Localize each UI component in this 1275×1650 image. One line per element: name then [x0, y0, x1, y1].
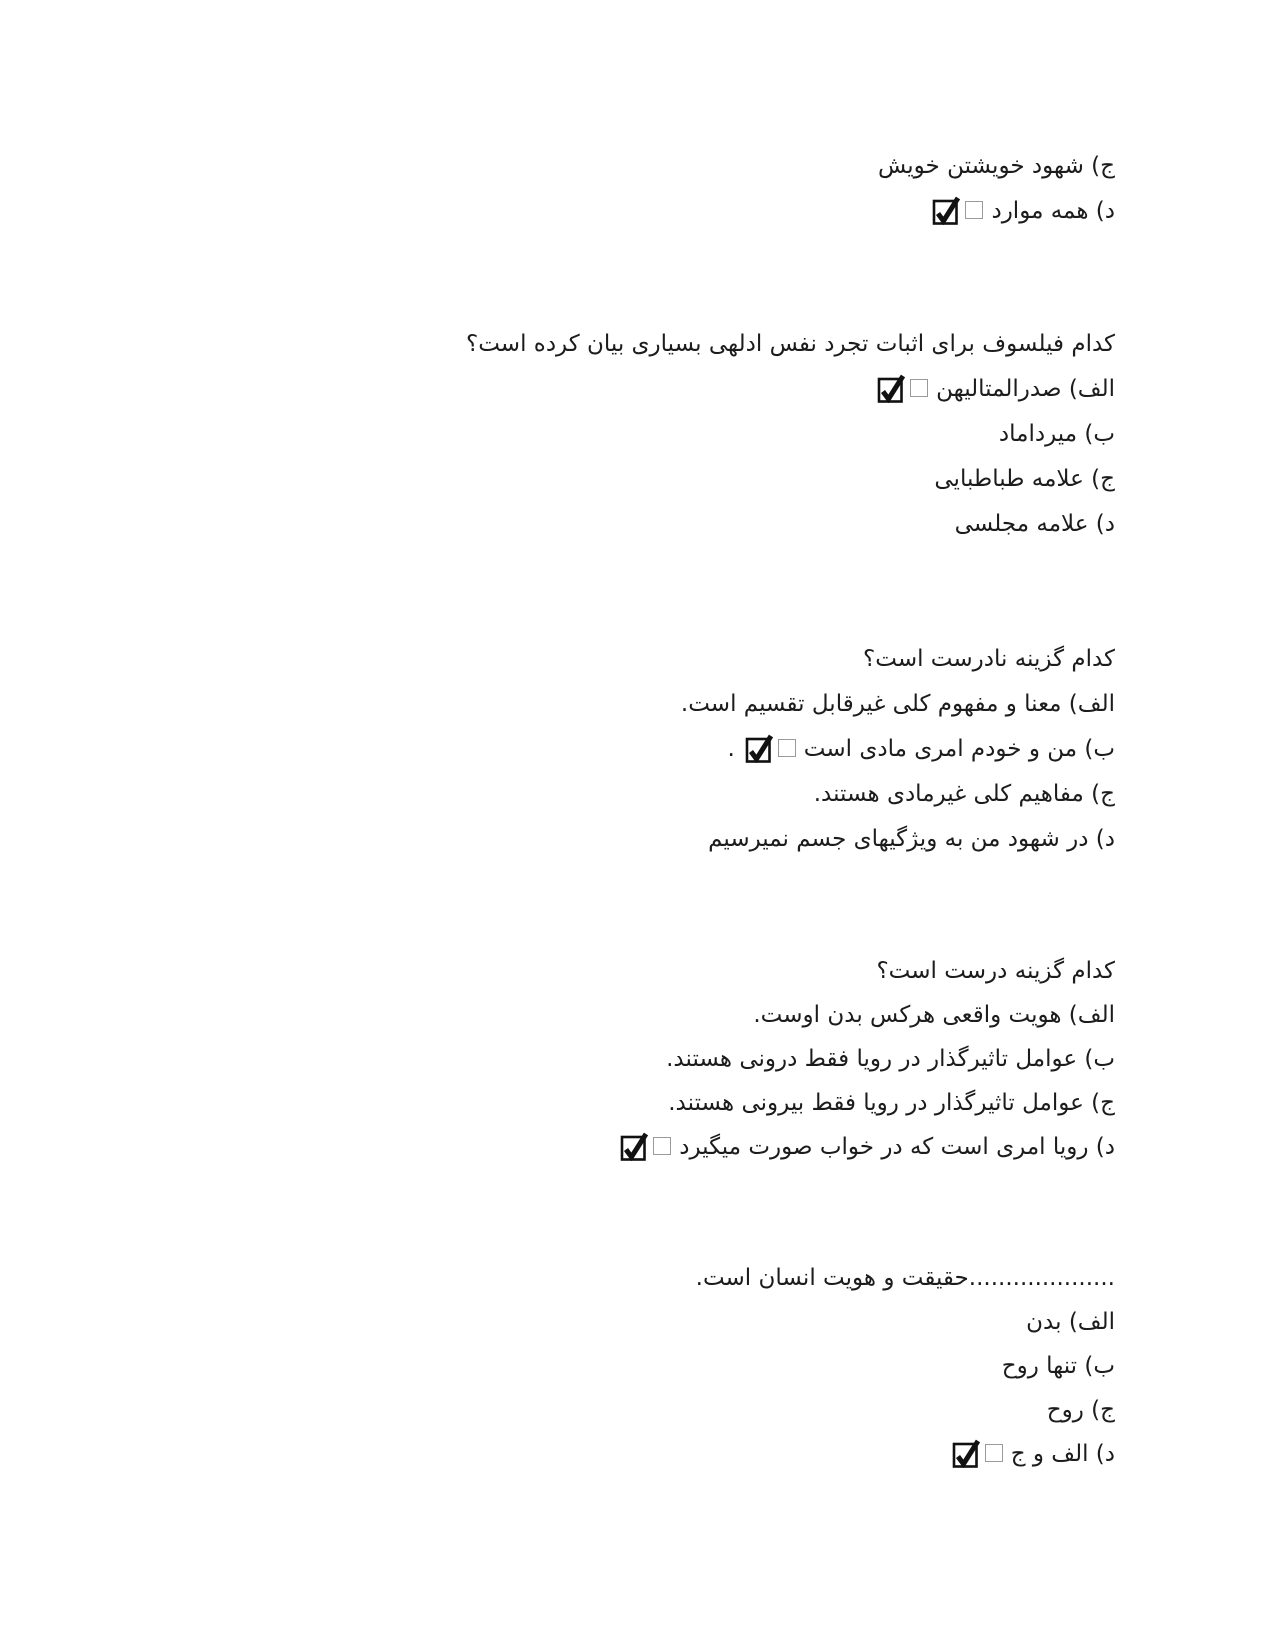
option-text: ب) عوامل تاثیرگذار در رویا فقط درونی هستند. — [666, 1046, 1115, 1072]
question-block — [60, 322, 1115, 547]
option-line — [60, 412, 1115, 457]
option-line — [60, 1432, 1115, 1476]
checkbox-checked-icon[interactable] — [952, 1438, 980, 1468]
option-line — [60, 1300, 1115, 1344]
checkbox-checked-icon[interactable] — [932, 195, 960, 225]
question-text: ....................حقیقت و هویت انسان است. — [695, 1265, 1115, 1291]
option-line — [60, 727, 1115, 772]
option-line — [60, 772, 1115, 817]
option-text: ج) علامه طباطبایی — [934, 466, 1115, 492]
question-block — [60, 637, 1115, 862]
checkbox-unchecked-icon[interactable] — [778, 739, 796, 757]
question-text-line — [60, 1256, 1115, 1300]
option-text: د) رویا امری است که در خواب صورت میگیرد — [679, 1134, 1115, 1160]
option-line — [60, 1125, 1115, 1169]
question-text: کدام فیلسوف برای اثبات تجرد نفس ادلهی بسیاری بیان کرده است؟ — [466, 331, 1115, 357]
option-text: د) علامه مجلسی — [954, 511, 1115, 537]
question-text-line — [60, 322, 1115, 367]
question-text-line — [60, 637, 1115, 682]
option-text: الف) صدرالمتالیهن — [936, 376, 1115, 402]
option-text: د) در شهود من به ویژگیهای جسم نمیرسیم — [708, 826, 1115, 852]
option-text: د) الف و ج — [1010, 1441, 1115, 1467]
checkbox-checked-icon[interactable] — [745, 733, 773, 763]
option-text: ج) عوامل تاثیرگذار در رویا فقط بیرونی هستند. — [668, 1090, 1115, 1116]
question-block — [60, 1256, 1115, 1476]
option-text: ب) میرداماد — [998, 421, 1115, 447]
checkbox-unchecked-icon[interactable] — [910, 379, 928, 397]
option-line — [60, 457, 1115, 502]
option-text: ج) شهود خویشتن خویش — [877, 153, 1115, 179]
checkbox-checked-icon[interactable] — [877, 373, 905, 403]
option-text: ب) من و خودم امری مادی است — [803, 736, 1115, 762]
option-line — [60, 1344, 1115, 1388]
checkbox-checked-icon[interactable] — [620, 1131, 648, 1161]
checkbox-unchecked-icon[interactable] — [985, 1444, 1003, 1462]
option-text: الف) هویت واقعی هرکس بدن اوست. — [753, 1002, 1115, 1028]
option-line — [60, 993, 1115, 1037]
question-text: کدام گزینه درست است؟ — [876, 958, 1115, 984]
option-line — [60, 817, 1115, 862]
option-line — [60, 682, 1115, 727]
option-text: د) همه موارد — [991, 198, 1115, 224]
option-line — [60, 1037, 1115, 1081]
question-block — [60, 144, 1115, 234]
question-text-line — [60, 949, 1115, 993]
question-text: کدام گزینه نادرست است؟ — [863, 646, 1115, 672]
option-line — [60, 1388, 1115, 1432]
question-block — [60, 949, 1115, 1169]
option-line — [60, 502, 1115, 547]
option-text: ج) مفاهیم کلی غیرمادی هستند. — [813, 781, 1115, 807]
option-text: ب) تنها روح — [1001, 1353, 1115, 1379]
option-line — [60, 144, 1115, 189]
option-line — [60, 1081, 1115, 1125]
option-line — [60, 189, 1115, 234]
checkbox-unchecked-icon[interactable] — [965, 201, 983, 219]
checkbox-unchecked-icon[interactable] — [653, 1137, 671, 1155]
option-text: الف) بدن — [1026, 1309, 1115, 1335]
option-line — [60, 367, 1115, 412]
option-text: الف) معنا و مفهوم کلی غیرقابل تقسیم است. — [680, 691, 1115, 717]
option-text: ج) روح — [1046, 1397, 1115, 1423]
option-suffix-text: . — [727, 736, 735, 762]
